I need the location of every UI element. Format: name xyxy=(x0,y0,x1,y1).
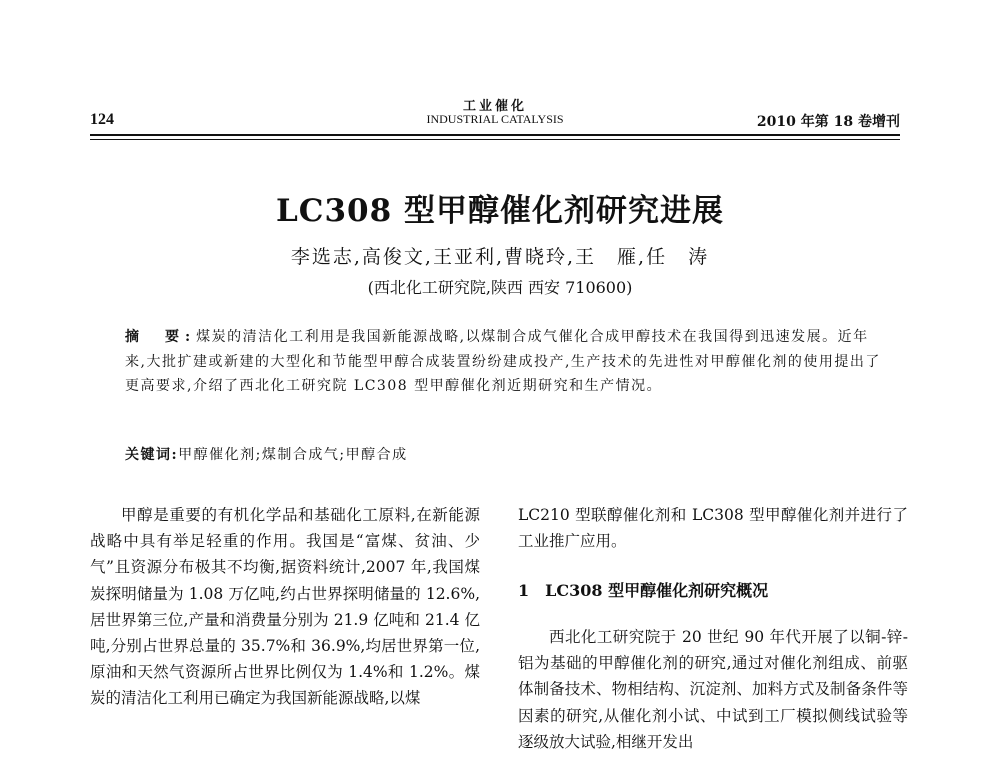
keywords-text: 甲醇催化剂;煤制合成气;甲醇合成 xyxy=(178,447,408,463)
body-paragraph-right-2: 西北化工研究院于 20 世纪 90 年代开展了以铜-锌-铝为基础的甲醇催化剂的研究,通过对催化剂组成、前驱体制备技术、物相结构、沉淀剂、加料方式及制备条件等因素的研究,从催化剂小试、中试到工厂模拟侧线试验等逐级放大试验,相继开发出 xyxy=(518,628,908,751)
issue-info: 2010 年第 18 卷增刊 xyxy=(756,114,900,130)
section-heading: 1 LC308 型甲醇催化剂研究概况 xyxy=(518,581,769,600)
journal-name-en: INDUSTRIAL CATALYSIS xyxy=(426,112,564,126)
page-number: 124 xyxy=(90,111,114,128)
keywords xyxy=(125,443,885,467)
abstract-text: 煤炭的清洁化工利用是我国新能源战略,以煤制合成气催化合成甲醇技术在我国得到迅速发展。近年来,大批扩建或新建的大型化和节能型甲醇合成装置纷纷建成投产,生产技术的先进性对甲醇催化剂的使用提出了更高要求,介绍了西北化工研究院 LC308 型甲醇催化剂近期研究和生产情况。 xyxy=(125,329,881,394)
running-header xyxy=(90,95,900,145)
article-title: LC308 型甲醇催化剂研究进展 xyxy=(276,193,724,229)
author-list: 李选志,高俊文,王亚利,曹晓玲,王 雁,任 涛 xyxy=(290,246,710,268)
abstract xyxy=(125,325,885,399)
keywords-label: 关键词: xyxy=(125,447,179,463)
abstract-label: 摘 要: xyxy=(125,329,197,345)
affiliation: (西北化工研究院,陕西 西安 710600) xyxy=(367,278,633,297)
body-paragraph-left: 甲醇是重要的有机化学品和基础化工原料,在新能源战略中具有举足轻重的作用。我国是“富煤、贫油、少气”且资源分布极其不均衡,据资料统计,2007 年,我国煤炭探明储量为 1.08 万亿吨,约占世界探明储量的 12.6%,居世界第三位,产量和消费量分别为 21.9 亿吨和 21.4 亿吨,分别占世界总量的 35.7%和 36.9%,均居世界第一位,原油和天然气资源所占世界比例仅为 1.4%和 1.2%。煤炭的清洁化工利用已确定为我国新能源战略,以煤 xyxy=(90,506,480,708)
journal-name-cn: 工业催化 xyxy=(462,99,527,114)
header-rule-thick xyxy=(90,134,900,136)
body-paragraph-right-1: LC210 型联醇催化剂和 LC308 型甲醇催化剂并进行了工业推广应用。 xyxy=(518,506,908,551)
header-rule-thin xyxy=(90,139,900,140)
